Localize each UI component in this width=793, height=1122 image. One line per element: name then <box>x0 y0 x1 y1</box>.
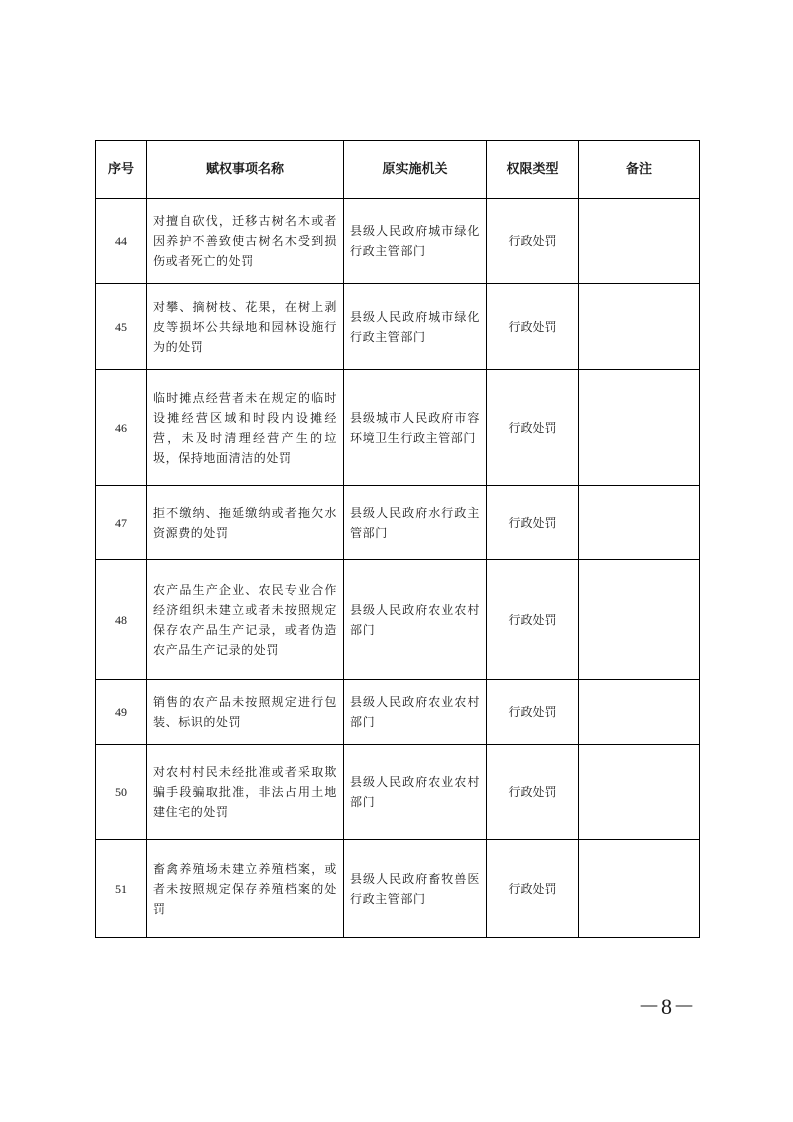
row-item: 对擅自砍伐，迁移古树名木或者因养护不善致使古树名木受到损伤或者死亡的处罚 <box>147 199 344 284</box>
row-org: 县级人民政府农业农村部门 <box>344 560 487 680</box>
row-type: 行政处罚 <box>487 199 579 284</box>
row-item: 临时摊点经营者未在规定的临时设摊经营区域和时段内设摊经营，未及时清理经营产生的垃圾，保持地面清洁的处罚 <box>147 370 344 486</box>
row-note <box>579 370 700 486</box>
row-type: 行政处罚 <box>487 560 579 680</box>
table-row <box>96 680 700 745</box>
row-org: 县级人民政府城市绿化行政主管部门 <box>344 284 487 370</box>
row-type: 行政处罚 <box>487 284 579 370</box>
row-item: 畜禽养殖场未建立养殖档案，或者未按照规定保存养殖档案的处罚 <box>147 840 344 938</box>
row-seq: 50 <box>96 745 147 840</box>
table-row <box>96 840 700 938</box>
row-note <box>579 560 700 680</box>
header-item: 赋权事项名称 <box>147 141 344 199</box>
header-seq: 序号 <box>96 141 147 199</box>
row-note <box>579 840 700 938</box>
row-org: 县级人民政府畜牧兽医行政主管部门 <box>344 840 487 938</box>
row-item: 拒不缴纳、拖延缴纳或者拖欠水资源费的处罚 <box>147 486 344 560</box>
header-note: 备注 <box>579 141 700 199</box>
row-item: 农产品生产企业、农民专业合作经济组织未建立或者未按照规定保存农产品生产记录，或者伪造农产品生产记录的处罚 <box>147 560 344 680</box>
row-type: 行政处罚 <box>487 840 579 938</box>
row-type: 行政处罚 <box>487 486 579 560</box>
row-seq: 49 <box>96 680 147 745</box>
table-row <box>96 284 700 370</box>
row-type: 行政处罚 <box>487 370 579 486</box>
header-org: 原实施机关 <box>344 141 487 199</box>
row-note <box>579 199 700 284</box>
header-type: 权限类型 <box>487 141 579 199</box>
row-note <box>579 486 700 560</box>
row-seq: 46 <box>96 370 147 486</box>
row-item: 对农村村民未经批准或者采取欺骗手段骗取批准，非法占用土地建住宅的处罚 <box>147 745 344 840</box>
authority-table <box>95 140 700 938</box>
table-row <box>96 370 700 486</box>
row-seq: 51 <box>96 840 147 938</box>
row-seq: 47 <box>96 486 147 560</box>
row-note <box>579 680 700 745</box>
table-row <box>96 486 700 560</box>
table-row <box>96 199 700 284</box>
table-header-row <box>96 141 700 199</box>
row-org: 县级人民政府农业农村部门 <box>344 745 487 840</box>
row-type: 行政处罚 <box>487 680 579 745</box>
row-note <box>579 284 700 370</box>
row-seq: 45 <box>96 284 147 370</box>
row-org: 县级城市人民政府市容环境卫生行政主管部门 <box>344 370 487 486</box>
row-seq: 48 <box>96 560 147 680</box>
row-item: 销售的农产品未按照规定进行包装、标识的处罚 <box>147 680 344 745</box>
row-item: 对攀、摘树枝、花果，在树上剥皮等损坏公共绿地和园林设施行为的处罚 <box>147 284 344 370</box>
row-org: 县级人民政府农业农村部门 <box>344 680 487 745</box>
row-seq: 44 <box>96 199 147 284</box>
row-note <box>579 745 700 840</box>
page-number: －8－ <box>637 994 696 1019</box>
table-row <box>96 745 700 840</box>
table-row <box>96 560 700 680</box>
row-type: 行政处罚 <box>487 745 579 840</box>
row-org: 县级人民政府水行政主管部门 <box>344 486 487 560</box>
row-org: 县级人民政府城市绿化行政主管部门 <box>344 199 487 284</box>
